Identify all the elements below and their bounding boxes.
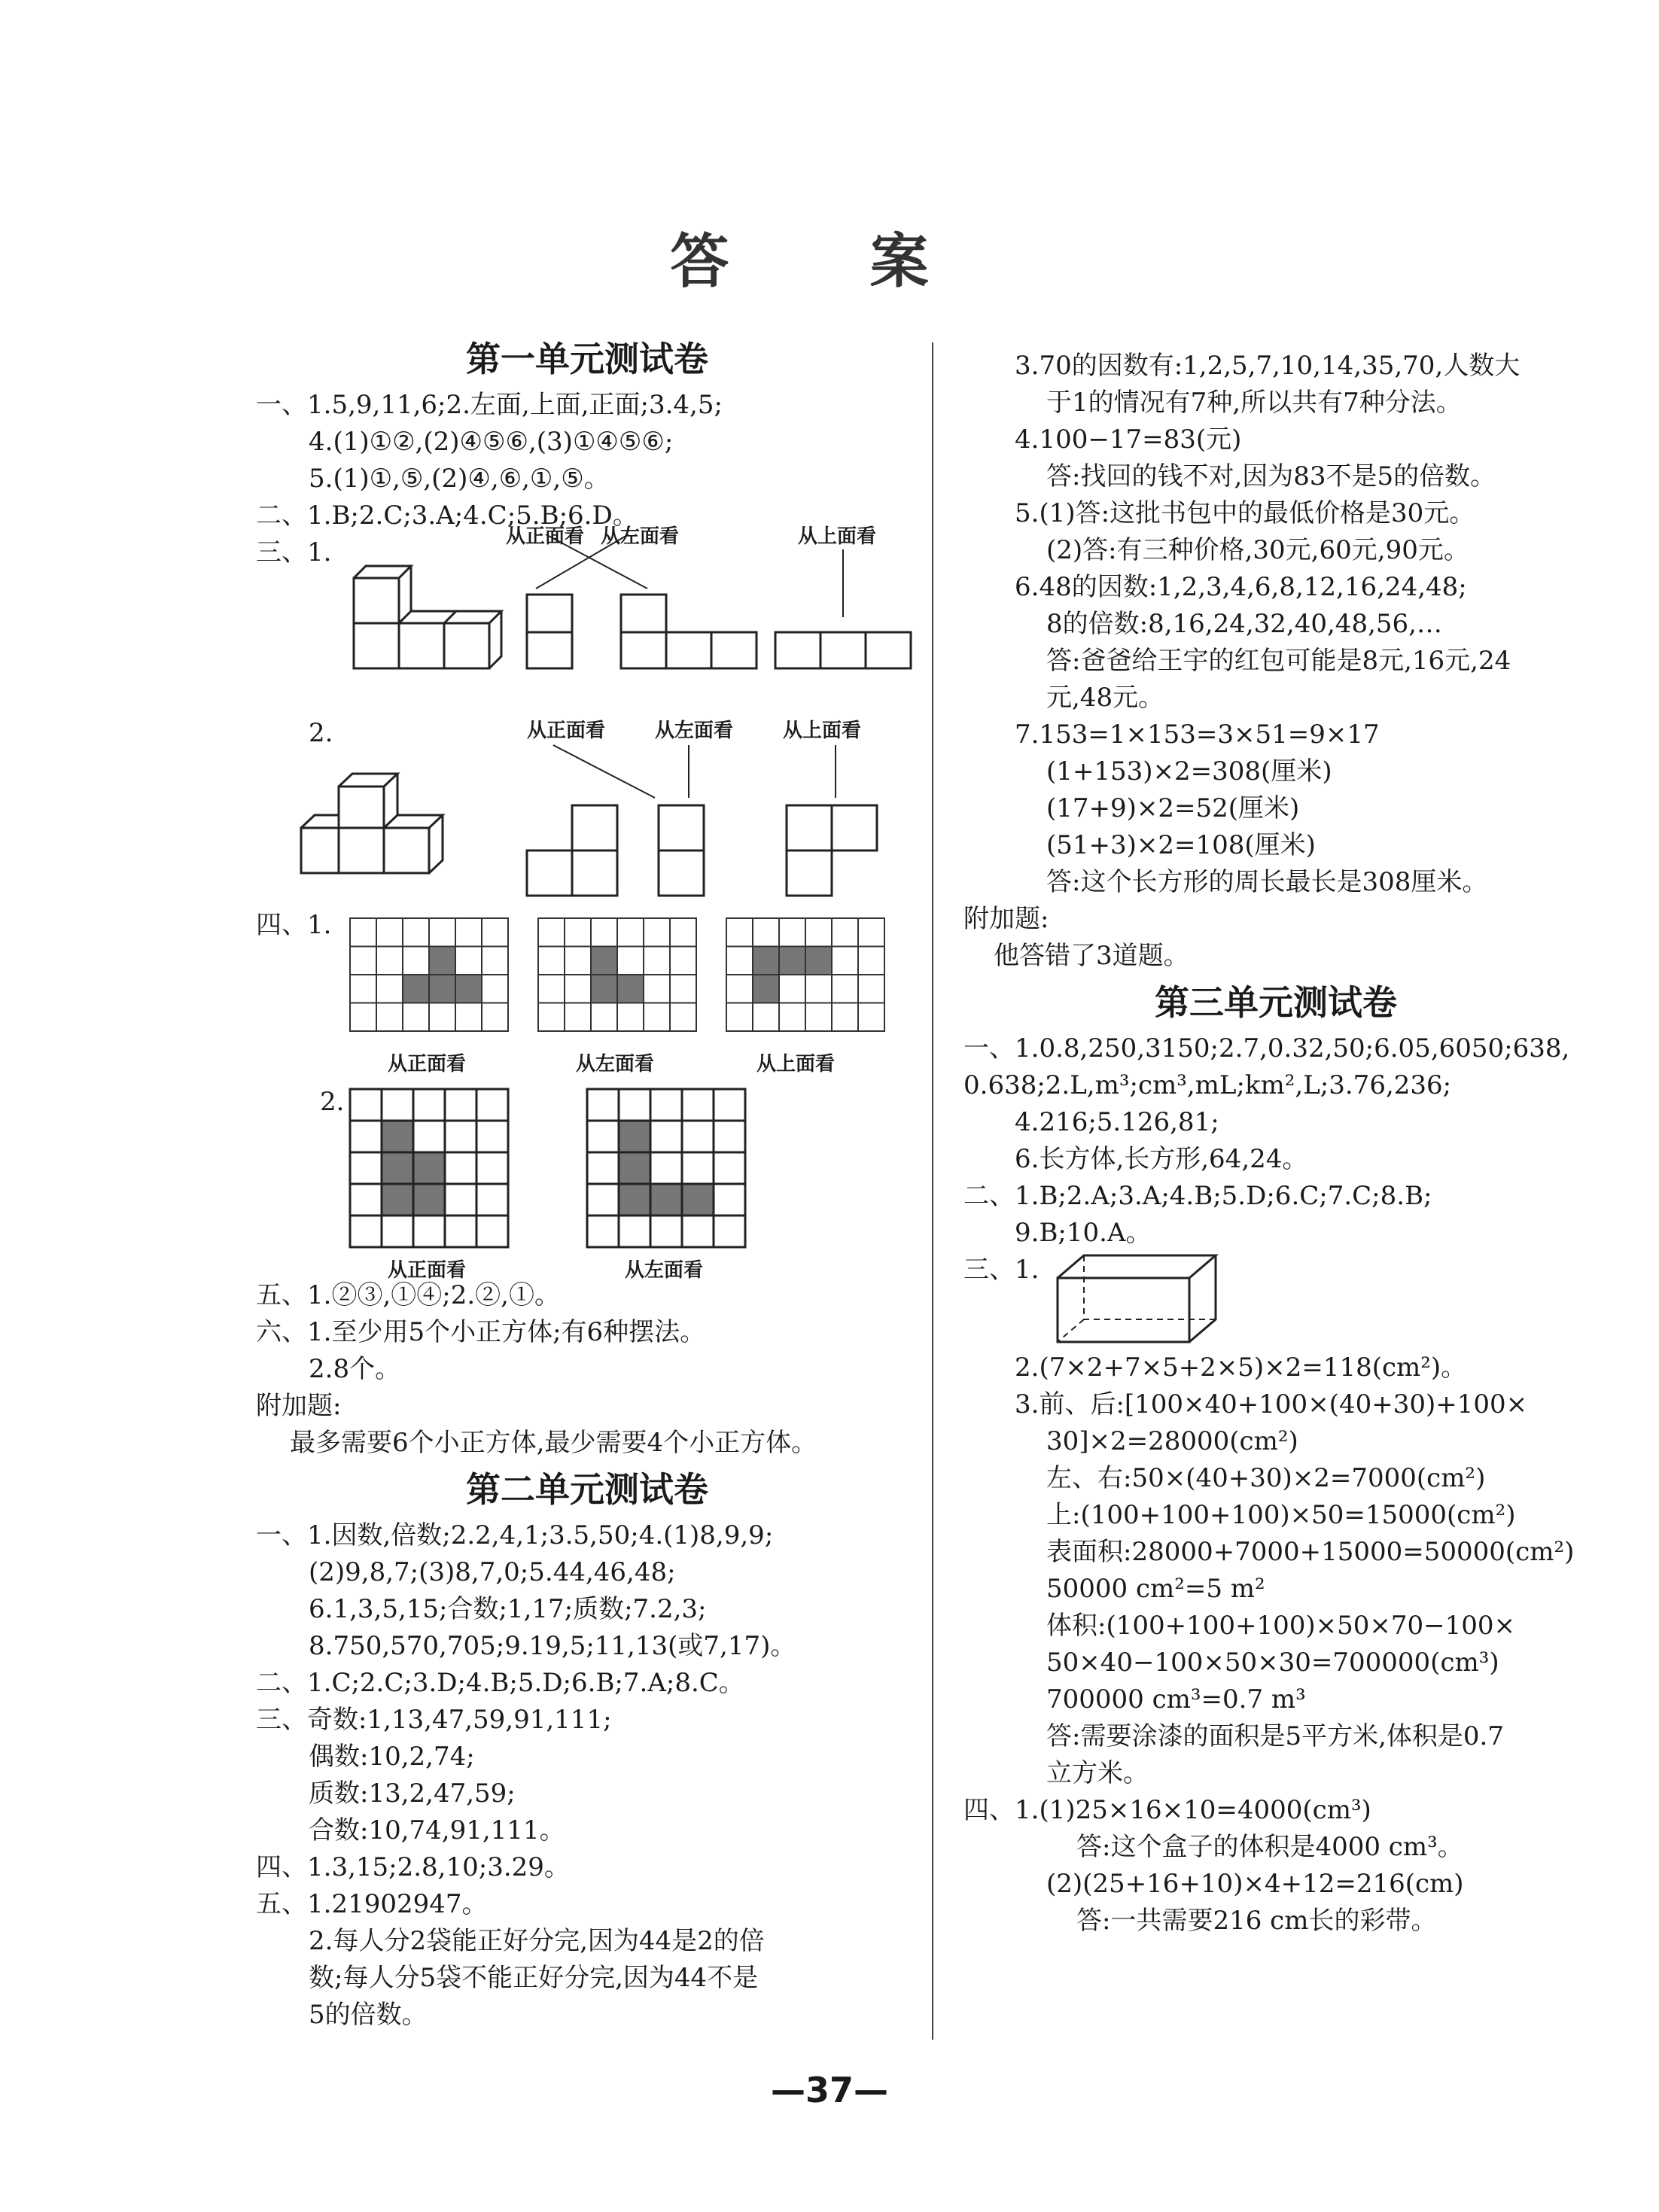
unit1-line-2: 4.(1)①②,(2)④⑤⑥,(3)①④⑤⑥; — [309, 427, 674, 457]
unit3-after-7: 50000 cm²=5 m² — [1046, 1574, 1265, 1604]
unit1-after-2: 六、1.至少用5个小正方体;有6种摆法。 — [256, 1317, 706, 1347]
unit3-after-12: 立方米。 — [1046, 1758, 1149, 1788]
unit2c-line-15: 答:这个长方形的周长最长是308厘米。 — [1046, 867, 1488, 897]
q3-2-top-label: 从上面看 — [783, 720, 862, 742]
grid2-front-view — [350, 1089, 508, 1247]
grid-left-view — [538, 918, 696, 1031]
q4-1-front-label: 从正面看 — [388, 1053, 467, 1076]
unit2c-line-13: (17+9)×2=52(厘米) — [1046, 793, 1300, 823]
unit2c-line-1: 3.70的因数有:1,2,5,7,10,14,35,70,人数大 — [1015, 351, 1520, 381]
unit2-title: 第二单元测试卷 — [466, 1469, 708, 1510]
unit1-after-1: 五、1.②③,①④;2.②,①。 — [256, 1280, 560, 1310]
unit3-after-10: 700000 cm³=0.7 m³ — [1046, 1684, 1306, 1715]
unit1-q4-label-2: 2. — [320, 1087, 345, 1117]
unit2c-line-16: 附加题: — [963, 904, 1049, 934]
unit1-q4-label: 四、1. — [256, 910, 332, 940]
unit3-line-1: 一、1.0.8,250,3150;2.7,0.32,50;6.05,6050;638, — [963, 1033, 1570, 1063]
unit3-after-15: (2)(25+16+10)×4+12=216(cm) — [1046, 1869, 1464, 1899]
left-column — [256, 331, 918, 2034]
unit2-line-11: 五、1.21902947。 — [256, 1889, 488, 1919]
unit2-line-9: 合数:10,74,91,111。 — [309, 1815, 565, 1845]
unit2c-line-7: 6.48的因数:1,2,3,4,6,8,12,16,24,48; — [1015, 572, 1467, 602]
unit2c-line-9: 答:爸爸给王宇的红包可能是8元,16元,24 — [1046, 646, 1511, 676]
unit3-cuboid-figure — [963, 1252, 1588, 1349]
unit3-line-6: 9.B;10.A。 — [1015, 1218, 1152, 1248]
unit2c-line-10: 元,48元。 — [1046, 683, 1164, 713]
q3-2-front-label: 从正面看 — [527, 720, 606, 742]
q3-1-top-label: 从上面看 — [798, 525, 877, 548]
unit2c-line-14: (51+3)×2=108(厘米) — [1046, 830, 1316, 860]
unit3-after-4: 左、右:50×(40+30)×2=7000(cm²) — [1046, 1463, 1486, 1493]
unit1-line-4: 二、1.B;2.C;3.A;4.C;5.B;6.D。 — [256, 501, 638, 531]
unit3-line-4: 6.长方体,长方形,64,24。 — [1015, 1144, 1308, 1174]
unit1-line-1: 一、1.5,9,11,6;2.左面,上面,正面;3.4,5; — [256, 390, 723, 420]
right-column — [963, 348, 1588, 1940]
unit1-title: 第一单元测试卷 — [466, 339, 708, 379]
unit1-q3-figure-1 — [256, 525, 918, 707]
unit2-line-3: 6.1,3,5,15;合数;1,17;质数;7.2,3; — [309, 1594, 707, 1624]
q3-2-left-label: 从左面看 — [655, 720, 734, 742]
unit2-line-4: 8.750,570,705;9.19,5;11,13(或7,17)。 — [309, 1631, 796, 1661]
q3-2-views-svg — [256, 707, 918, 907]
unit3-after-1: 2.(7×2+7×5+2×5)×2=118(cm²)。 — [1015, 1352, 1467, 1383]
unit3-after-5: 上:(100+100+100)×50=15000(cm²) — [1046, 1500, 1516, 1530]
unit2-line-13: 数;每人分5袋不能正好分完,因为44不是 — [309, 1963, 759, 1993]
unit2-line-2: (2)9,8,7;(3)8,7,0;5.44,46,48; — [309, 1557, 676, 1587]
unit2c-line-5: 5.(1)答:这批书包中的最低价格是30元。 — [1015, 498, 1475, 528]
unit3-q3-label: 三、1. — [963, 1255, 1040, 1285]
unit2-line-6: 三、奇数:1,13,47,59,91,111; — [256, 1705, 612, 1735]
unit2-line-14: 5的倍数。 — [309, 2000, 428, 2030]
q4-2-grids-svg — [256, 1080, 918, 1277]
unit2c-line-2: 于1的情况有7种,所以共有7种分法。 — [1046, 388, 1462, 418]
unit3-line-2: 0.638;2.L,m³;cm³,mL;km²,L;3.76,236; — [963, 1070, 1452, 1100]
page-number: —37— — [770, 2070, 888, 2110]
unit2c-line-17: 他答错了3道题。 — [994, 941, 1189, 971]
unit1-after-5: 最多需要6个小正方体,最少需要4个小正方体。 — [290, 1428, 817, 1458]
unit1-q4-figure-1 — [256, 907, 918, 1080]
cuboid-icon — [963, 1252, 1588, 1349]
unit2c-line-6: (2)答:有三种价格,30元,60元,90元。 — [1046, 535, 1469, 565]
column-divider — [932, 342, 933, 2040]
unit2-line-7: 偶数:10,2,74; — [309, 1742, 475, 1772]
unit3-line-5: 二、1.B;2.A;3.A;4.B;5.D;6.C;7.C;8.B; — [963, 1181, 1432, 1211]
unit2c-line-3: 4.100−17=83(元) — [1015, 424, 1242, 455]
unit1-q3-label: 三、1. — [256, 537, 332, 567]
q3-1-left-label: 从左面看 — [601, 525, 680, 548]
unit2-line-12: 2.每人分2袋能正好分完,因为44是2的倍 — [309, 1926, 765, 1956]
unit3-after-14: 答:这个盒子的体积是4000 cm³。 — [1076, 1832, 1463, 1862]
unit2-line-1: 一、1.因数,倍数;2.2,4,1;3.5,50;4.(1)8,9,9; — [256, 1520, 774, 1550]
unit2-line-5: 二、1.C;2.C;3.D;4.B;5.D;6.B;7.A;8.C。 — [256, 1668, 744, 1698]
q4-1-top-label: 从上面看 — [756, 1053, 836, 1076]
unit2-line-10: 四、1.3,15;2.8,10;3.29。 — [256, 1852, 570, 1882]
unit2c-line-11: 7.153=1×153=3×51=9×17 — [1015, 720, 1380, 750]
unit3-after-3: 30]×2=28000(cm²) — [1046, 1426, 1298, 1456]
q3-1-views-svg — [256, 534, 918, 707]
q4-2-left-label: 从左面看 — [625, 1259, 704, 1282]
unit1-after-4: 附加题: — [256, 1391, 342, 1421]
unit2c-line-12: (1+153)×2=308(厘米) — [1046, 756, 1332, 787]
q4-2-front-label: 从正面看 — [388, 1259, 467, 1282]
unit3-after-16: 答:一共需要216 cm长的彩带。 — [1076, 1906, 1437, 1936]
unit3-after-8: 体积:(100+100+100)×50×70−100× — [1046, 1611, 1516, 1641]
unit3-after-13: 四、1.(1)25×16×10=4000(cm³) — [963, 1795, 1371, 1825]
unit3-title: 第三单元测试卷 — [1155, 982, 1397, 1023]
unit1-q4-figure-2 — [256, 1080, 918, 1282]
unit1-line-3: 5.(1)①,⑤,(2)④,⑥,①,⑤。 — [309, 464, 610, 494]
unit3-after-6: 表面积:28000+7000+15000=50000(cm²) — [1046, 1537, 1575, 1567]
grid-top-view — [726, 918, 884, 1031]
grid-front-view — [350, 918, 508, 1031]
unit3-after-11: 答:需要涂漆的面积是5平方米,体积是0.7 — [1046, 1721, 1504, 1751]
unit2c-line-8: 8的倍数:8,16,24,32,40,48,56,… — [1046, 609, 1442, 639]
q4-1-left-label: 从左面看 — [576, 1053, 655, 1076]
grid2-left-view — [587, 1089, 745, 1247]
q3-1-front-label: 从正面看 — [506, 525, 585, 548]
unit1-q3-figure-2 — [256, 707, 918, 907]
unit1-q3-label-2: 2. — [309, 718, 333, 748]
unit1-after-3: 2.8个。 — [309, 1354, 401, 1384]
unit2c-line-4: 答:找回的钱不对,因为83不是5的倍数。 — [1046, 461, 1496, 491]
unit2-line-8: 质数:13,2,47,59; — [309, 1778, 516, 1809]
unit3-after-2: 3.前、后:[100×40+100×(40+30)+100× — [1015, 1389, 1528, 1419]
unit3-line-3: 4.216;5.126,81; — [1015, 1107, 1219, 1137]
unit3-after-9: 50×40−100×50×30=700000(cm³) — [1046, 1648, 1499, 1678]
page-title: 答 案 — [670, 227, 989, 296]
